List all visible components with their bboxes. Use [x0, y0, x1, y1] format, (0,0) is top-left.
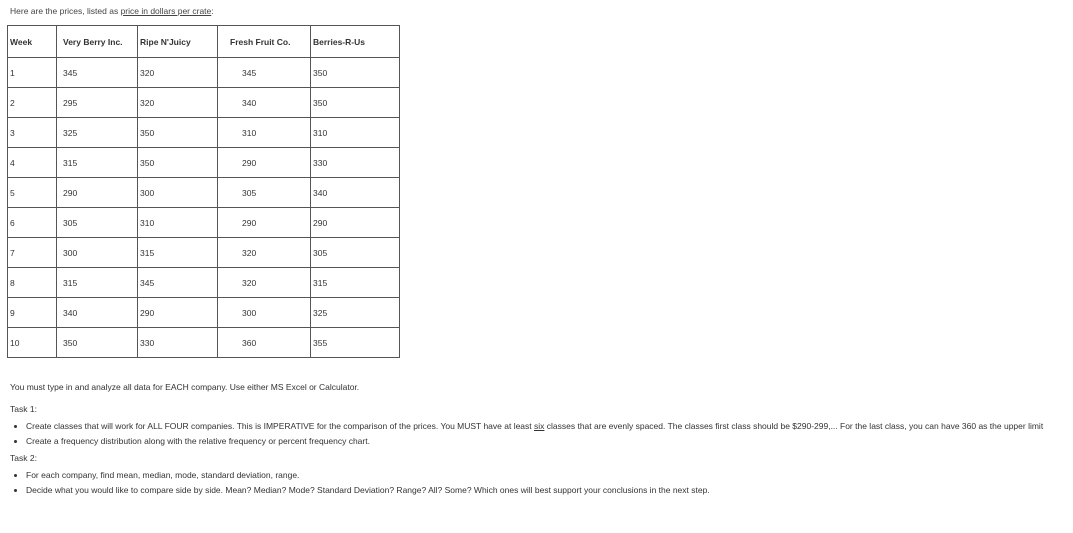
header-ripe-n-juicy: Ripe N'Juicy	[138, 26, 218, 58]
table-row	[8, 148, 400, 178]
ripe-n-juicy-cell: 350	[138, 118, 218, 148]
fresh-fruit-cell	[218, 118, 311, 148]
very-berry-cell: 340	[57, 298, 138, 328]
ripe-n-juicy-cell: 310	[138, 208, 218, 238]
intro-underlined-phrase: price in dollars per crate	[120, 6, 212, 16]
fresh-fruit-cell	[218, 328, 311, 358]
table-row	[8, 298, 400, 328]
fresh-fruit-cell	[218, 268, 311, 298]
very-berry-cell: 345	[57, 58, 138, 88]
fresh-fruit-cell	[218, 208, 311, 238]
header-fresh-fruit-label: Fresh Fruit Co.	[230, 36, 291, 47]
berries-r-us-cell: 355	[311, 328, 400, 358]
very-berry-cell: 315	[57, 268, 138, 298]
intro-suffix: :	[211, 6, 214, 16]
berries-r-us-cell: 350	[311, 88, 400, 118]
task1-item1-b: classes that are evenly spaced. The classes first class should be $290-299,... For the last class, you can have 360 as the upper limit	[544, 421, 1044, 431]
task1-item1-a: Create classes that will work for ALL FOUR companies. This is IMPERATIVE for the comparison of the prices. You MUST have at least	[26, 421, 535, 431]
table-row	[8, 268, 400, 298]
table-row	[8, 328, 400, 358]
intro-text	[10, 6, 214, 16]
ripe-n-juicy-cell: 330	[138, 328, 218, 358]
ripe-n-juicy-cell: 320	[138, 58, 218, 88]
fresh-fruit-cell	[218, 298, 311, 328]
task1-list	[10, 421, 1070, 447]
berries-r-us-cell: 350	[311, 58, 400, 88]
week-cell: 1	[8, 58, 57, 88]
very-berry-cell: 290	[57, 178, 138, 208]
fresh-fruit-value: 340	[242, 97, 257, 108]
table-row	[8, 208, 400, 238]
header-week: Week	[8, 26, 57, 58]
berries-r-us-cell: 325	[311, 298, 400, 328]
week-cell: 5	[8, 178, 57, 208]
task1-item1-underlined: six	[534, 421, 545, 431]
task1-title: Task 1:	[10, 404, 37, 414]
list-item	[26, 421, 1070, 432]
fresh-fruit-cell	[218, 238, 311, 268]
ripe-n-juicy-cell: 345	[138, 268, 218, 298]
list-item: • Create a frequency distribution along with the relative frequency or percent frequency chart.	[26, 436, 1070, 447]
fresh-fruit-cell	[218, 88, 311, 118]
instruction-text: You must type in and analyze all data for EACH company. Use either MS Excel or Calculator.	[10, 382, 360, 392]
week-cell: 2	[8, 88, 57, 118]
berries-r-us-cell: 290	[311, 208, 400, 238]
week-cell: 8	[8, 268, 57, 298]
week-cell: 3	[8, 118, 57, 148]
week-cell: 10	[8, 328, 57, 358]
fresh-fruit-value: 345	[242, 67, 257, 78]
week-cell: 9	[8, 298, 57, 328]
fresh-fruit-cell	[218, 148, 311, 178]
fresh-fruit-value: 360	[242, 337, 257, 348]
very-berry-cell: 300	[57, 238, 138, 268]
fresh-fruit-value: 290	[242, 217, 257, 228]
berries-r-us-cell: 305	[311, 238, 400, 268]
task2-title: Task 2:	[10, 453, 37, 463]
fresh-fruit-value: 305	[242, 187, 257, 198]
very-berry-cell: 325	[57, 118, 138, 148]
very-berry-cell: 350	[57, 328, 138, 358]
intro-prefix: Here are the prices, listed as	[10, 6, 121, 16]
table-row	[8, 88, 400, 118]
week-cell: 7	[8, 238, 57, 268]
berries-r-us-cell: 340	[311, 178, 400, 208]
header-very-berry: Very Berry Inc.	[57, 26, 138, 58]
berries-r-us-cell: 330	[311, 148, 400, 178]
table-row	[8, 238, 400, 268]
fresh-fruit-cell	[218, 178, 311, 208]
list-item: • Decide what you would like to compare side by side. Mean? Median? Mode? Standard Deviation? Range? All? Some? Which ones will best support your conclusions in the next step.	[26, 485, 1070, 496]
very-berry-cell: 305	[57, 208, 138, 238]
fresh-fruit-value: 310	[242, 127, 257, 138]
fresh-fruit-cell	[218, 58, 311, 88]
berries-r-us-cell: 315	[311, 268, 400, 298]
berries-r-us-cell: 310	[311, 118, 400, 148]
header-berries-r-us: Berries-R-Us	[311, 26, 400, 58]
week-cell: 4	[8, 148, 57, 178]
list-item: • For each company, find mean, median, mode, standard deviation, range.	[26, 470, 1070, 481]
ripe-n-juicy-cell: 315	[138, 238, 218, 268]
task2-list	[10, 470, 1070, 496]
ripe-n-juicy-cell: 290	[138, 298, 218, 328]
header-fresh-fruit	[218, 26, 311, 58]
ripe-n-juicy-cell: 320	[138, 88, 218, 118]
fresh-fruit-value: 290	[242, 157, 257, 168]
table-row	[8, 118, 400, 148]
very-berry-cell: 315	[57, 148, 138, 178]
table-header-row	[8, 26, 400, 58]
week-cell: 6	[8, 208, 57, 238]
fresh-fruit-value: 300	[242, 307, 257, 318]
ripe-n-juicy-cell: 300	[138, 178, 218, 208]
fresh-fruit-value: 320	[242, 277, 257, 288]
instructions	[10, 382, 1070, 500]
table-row	[8, 58, 400, 88]
price-table	[7, 25, 400, 358]
table-row	[8, 178, 400, 208]
very-berry-cell: 295	[57, 88, 138, 118]
fresh-fruit-value: 320	[242, 247, 257, 258]
ripe-n-juicy-cell: 350	[138, 148, 218, 178]
